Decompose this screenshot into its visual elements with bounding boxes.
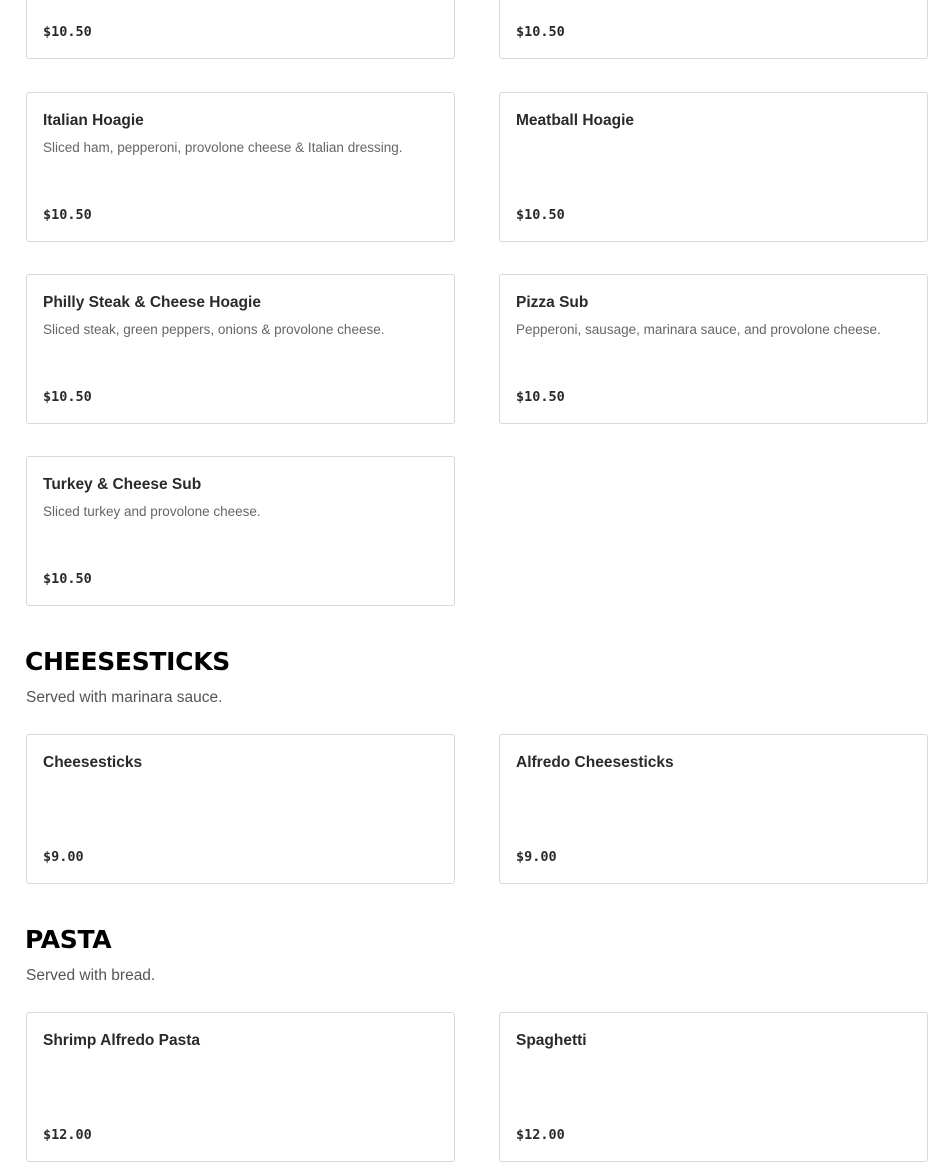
item-description: Sliced turkey and provolone cheese.	[43, 504, 261, 519]
item-price: $10.50	[516, 207, 565, 223]
item-price: $12.00	[43, 1127, 92, 1143]
item-name: Shrimp Alfredo Pasta	[43, 1032, 201, 1049]
menu-item-card[interactable]	[26, 456, 455, 606]
section-title-pasta: PASTA	[25, 925, 112, 954]
item-price: $10.50	[43, 571, 92, 587]
item-price: $10.50	[516, 389, 565, 405]
section-title-cheesesticks: CHEESESTICKS	[25, 647, 230, 676]
menu-item-card[interactable]	[499, 1012, 928, 1162]
item-name: Meatball Hoagie	[516, 112, 634, 129]
item-name: Spaghetti	[516, 1032, 587, 1049]
item-name: Cheesesticks	[43, 754, 143, 771]
item-description: Pepperoni, sausage, marinara sauce, and provolone cheese.	[516, 322, 881, 337]
menu-item-card[interactable]	[26, 1012, 455, 1162]
item-price: $9.00	[43, 849, 84, 865]
item-name: Philly Steak & Cheese Hoagie	[43, 294, 261, 311]
menu-item-card[interactable]	[499, 0, 928, 59]
item-description: Sliced ham, pepperoni, provolone cheese & Italian dressing.	[43, 140, 403, 155]
item-name: Pizza Sub	[516, 294, 589, 311]
item-price: $10.50	[43, 24, 92, 40]
menu-item-card[interactable]	[26, 734, 455, 884]
item-price: $10.50	[43, 389, 92, 405]
menu-item-card[interactable]	[26, 0, 455, 59]
item-name: Italian Hoagie	[43, 112, 144, 129]
item-description: Sliced steak, green peppers, onions & provolone cheese.	[43, 322, 385, 337]
menu-item-card[interactable]	[26, 92, 455, 242]
menu-item-card[interactable]	[499, 92, 928, 242]
menu-item-card[interactable]	[499, 734, 928, 884]
item-price: $12.00	[516, 1127, 565, 1143]
section-description: Served with marinara sauce.	[26, 689, 223, 706]
item-price: $10.50	[43, 207, 92, 223]
item-name: Alfredo Cheesesticks	[516, 754, 674, 771]
section-description: Served with bread.	[26, 967, 156, 984]
menu-item-card[interactable]	[499, 274, 928, 424]
item-price: $9.00	[516, 849, 557, 865]
menu-item-card[interactable]	[26, 274, 455, 424]
item-price: $10.50	[516, 24, 565, 40]
item-name: Turkey & Cheese Sub	[43, 476, 202, 493]
